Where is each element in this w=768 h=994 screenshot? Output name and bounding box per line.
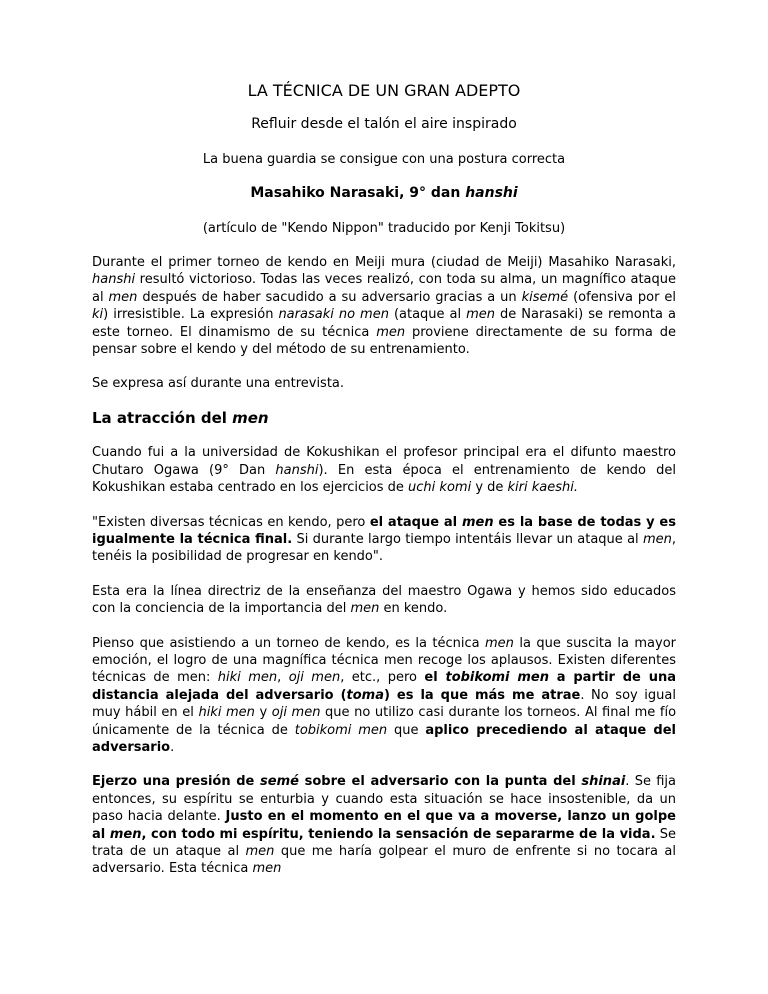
document-subtitle: Refluir desde el talón el aire inspirado bbox=[251, 116, 517, 133]
text-run: ). En esta época el entrenamiento de kendo del Kokushikan estaba centrado en los ejercicios de bbox=[92, 462, 676, 496]
text-run: uchi komi bbox=[408, 480, 472, 496]
text-run: hiki men bbox=[198, 705, 255, 721]
author-line bbox=[92, 185, 676, 202]
paragraph-interview-note bbox=[92, 375, 676, 392]
text-run: ) es la que más me atrae bbox=[384, 687, 581, 703]
text-run: men bbox=[252, 861, 282, 877]
text-run: y de bbox=[471, 480, 508, 496]
text-run: La atracción del bbox=[92, 408, 233, 427]
text-run: oji men bbox=[271, 705, 321, 721]
text-run: men bbox=[376, 324, 406, 340]
text-run: aplico precediendo al ataque del adversario bbox=[92, 722, 676, 755]
text-run: men bbox=[245, 844, 275, 859]
text-run: Se trata de un ataque al bbox=[92, 826, 676, 859]
text-run: a partir de una distancia alejada del adversario ( bbox=[92, 670, 676, 703]
text-run: men bbox=[642, 531, 672, 547]
text-run: en kendo. bbox=[379, 601, 448, 617]
text-run: , tenéis la posibilidad de progresar en kendo". bbox=[92, 531, 676, 565]
text-run: Pienso que asistiendo a un torneo de kendo, es la técnica bbox=[92, 635, 485, 651]
text-run: el ataque al bbox=[369, 514, 462, 530]
text-run: (ofensiva por el bbox=[568, 289, 676, 305]
paragraph-kokushikan-university bbox=[92, 444, 676, 496]
paragraph-tournament-intro bbox=[92, 254, 676, 358]
paragraph-tobikomi-men-preference bbox=[92, 635, 676, 757]
text-run: es la base de todas y es igualmente la técnica final. bbox=[92, 514, 676, 547]
text-run: narasaki no men bbox=[278, 307, 389, 323]
source-attribution-line: (artículo de "Kendo Nippon" traducido por Kenji Tokitsu) bbox=[202, 220, 566, 236]
text-run: Durante el primer torneo de kendo en Meiji mura (ciudad de Meiji) Masahiko Narasaki, bbox=[92, 255, 676, 271]
text-run: . bbox=[170, 739, 175, 755]
text-run: Esta era la línea directriz de la enseñanza del maestro Ogawa y hemos sido educados con la conciencia de la importancia del bbox=[92, 583, 676, 617]
text-run: de Narasaki) se remonta a este torneo. El dinamismo de su técnica bbox=[92, 307, 676, 340]
section-heading-attraction-del-men bbox=[92, 410, 676, 427]
text-run: semé bbox=[260, 774, 299, 790]
text-run: oji men bbox=[288, 670, 341, 686]
text-run: hanshi bbox=[275, 462, 319, 478]
text-run: Justo en el momento en el que va a moverse, lanzo un golpe al bbox=[92, 809, 676, 842]
text-run: y bbox=[254, 705, 272, 721]
text-run: , bbox=[277, 670, 289, 686]
text-run: Cuando fui a la universidad de Kokushikan el profesor principal era el difunto maestro Chutaro Ogawa (9° Dan bbox=[92, 445, 676, 478]
text-run: shinai bbox=[581, 774, 626, 790]
text-run: que me haría golpear el muro de enfrente si no tocara al adversario. Esta técnica bbox=[92, 844, 676, 877]
text-run: sobre el adversario con la punta del bbox=[298, 774, 582, 790]
text-run: ) irresistible. La expresión bbox=[103, 307, 279, 323]
document-tagline: La buena guardia se consigue con una postura correcta bbox=[202, 151, 566, 167]
text-run: (ataque al bbox=[388, 307, 467, 323]
text-run: men bbox=[461, 514, 494, 530]
text-run: resultó victorioso. Todas las veces realizó, con toda su alma, un magnífico ataque al bbox=[92, 272, 676, 305]
text-run: Masahiko Narasaki, 9° dan bbox=[250, 185, 466, 202]
text-run: la que suscita la mayor emoción, el logro de una magnífica técnica men recoge los aplausos. Existen diferentes técnicas de men: bbox=[92, 635, 676, 686]
text-run: men bbox=[350, 601, 380, 617]
text-run: hanshi bbox=[465, 185, 518, 202]
text-run: proviene directamente de su forma de pensar sobre el kendo y del método de su entrenamiento. bbox=[92, 324, 677, 358]
text-run: hanshi bbox=[92, 272, 136, 288]
text-run: "Existen diversas técnicas en kendo, pero bbox=[92, 514, 370, 530]
text-run: que bbox=[387, 722, 426, 738]
text-run: tobikomi men bbox=[294, 722, 388, 738]
text-run: hiki men bbox=[217, 670, 278, 686]
paragraph-ogawa-teaching bbox=[92, 583, 676, 618]
paragraph-seme-pressure bbox=[92, 773, 676, 877]
paragraph-men-attack-quote bbox=[92, 514, 676, 566]
text-run: , con todo mi espíritu, teniendo la sensación de separarme de la vida. bbox=[141, 826, 656, 842]
text-run: , etc., pero bbox=[340, 670, 425, 686]
document-title: LA TÉCNICA DE UN GRAN ADEPTO bbox=[247, 81, 521, 100]
text-run: kiri kaeshi. bbox=[507, 480, 579, 496]
text-run: Si durante largo tiempo intentáis llevar un ataque al bbox=[292, 531, 643, 547]
text-run: toma bbox=[346, 687, 384, 703]
text-run: ki bbox=[92, 307, 104, 323]
text-run: kisemé bbox=[521, 289, 569, 305]
text-run: men bbox=[466, 307, 496, 323]
text-run: men bbox=[109, 826, 142, 842]
text-run: después de haber sacudido a su adversario gracias a un bbox=[137, 289, 522, 305]
text-run: el bbox=[424, 670, 446, 686]
text-run: men bbox=[232, 408, 269, 427]
text-run: Se expresa así durante una entrevista. bbox=[92, 376, 345, 392]
text-run: que no utilizo casi durante los torneos. Al final me fío únicamente de la técnica de bbox=[92, 705, 677, 738]
text-run: . No soy igual muy hábil en el bbox=[92, 687, 676, 721]
text-run: . Se fija entonces, su espíritu se enturbia y cuando esta situación se hace insostenible, da un paso hacia delante. bbox=[92, 774, 676, 825]
text-run: tobikomi men bbox=[445, 670, 549, 686]
text-run: men bbox=[108, 289, 138, 305]
text-run: men bbox=[485, 635, 514, 651]
text-run: Ejerzo una presión de bbox=[92, 774, 261, 790]
